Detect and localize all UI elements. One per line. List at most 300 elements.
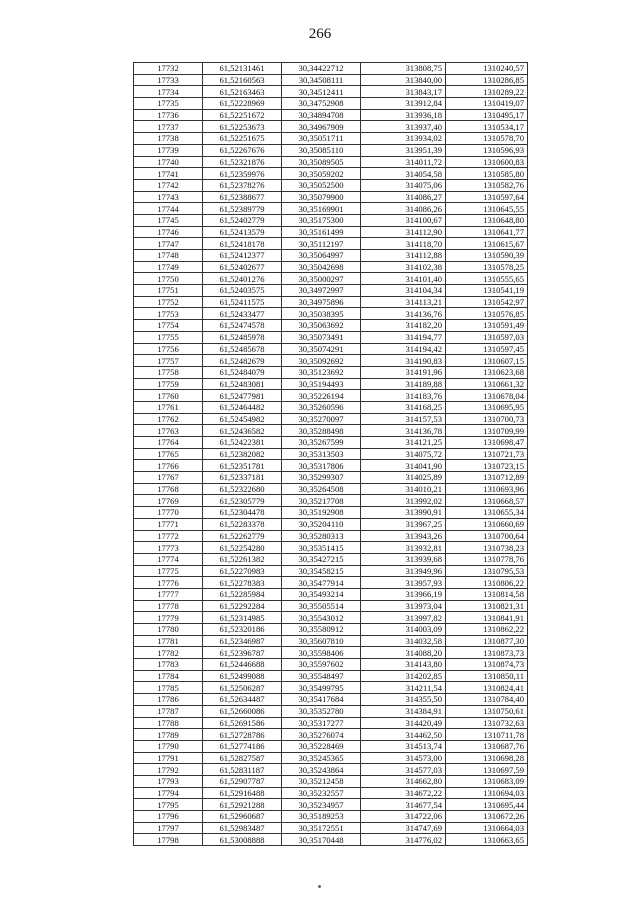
point-number-cell: 17794	[134, 787, 203, 799]
longitude-cell: 30,35276074	[282, 729, 361, 741]
x-coordinate-cell: 314722,06	[361, 811, 446, 823]
point-number-cell: 17754	[134, 320, 203, 332]
y-coordinate-cell: 1310697,59	[446, 764, 528, 776]
longitude-cell: 30,35458215	[282, 565, 361, 577]
latitude-cell: 61,52304478	[203, 507, 282, 519]
table-row	[134, 413, 528, 425]
point-number-cell: 17764	[134, 437, 203, 449]
longitude-cell: 30,35038395	[282, 308, 361, 320]
y-coordinate-cell: 1310663,65	[446, 834, 528, 846]
longitude-cell: 30,35226194	[282, 390, 361, 402]
table-row	[134, 460, 528, 472]
x-coordinate-cell: 314075,06	[361, 179, 446, 191]
x-coordinate-cell: 314202,85	[361, 670, 446, 682]
x-coordinate-cell: 314677,54	[361, 799, 446, 811]
table-row	[134, 822, 528, 834]
y-coordinate-cell: 1310700,73	[446, 413, 528, 425]
latitude-cell: 61,52485978	[203, 331, 282, 343]
point-number-cell: 17742	[134, 179, 203, 191]
x-coordinate-cell: 314032,58	[361, 635, 446, 647]
x-coordinate-cell: 314462,50	[361, 729, 446, 741]
y-coordinate-cell: 1310750,61	[446, 705, 528, 717]
longitude-cell: 30,35161499	[282, 226, 361, 238]
latitude-cell: 61,52916488	[203, 787, 282, 799]
x-coordinate-cell: 314136,76	[361, 308, 446, 320]
table-row	[134, 600, 528, 612]
longitude-cell: 30,35074291	[282, 343, 361, 355]
y-coordinate-cell: 1310555,65	[446, 273, 528, 285]
latitude-cell: 61,52163463	[203, 86, 282, 98]
table-row	[134, 121, 528, 133]
longitude-cell: 30,35232557	[282, 787, 361, 799]
y-coordinate-cell: 1310678,04	[446, 390, 528, 402]
x-coordinate-cell: 313840,00	[361, 74, 446, 86]
point-number-cell: 17784	[134, 670, 203, 682]
table-row	[134, 308, 528, 320]
table-row	[134, 331, 528, 343]
latitude-cell: 61,52728786	[203, 729, 282, 741]
table-row	[134, 811, 528, 823]
y-coordinate-cell: 1310687,76	[446, 740, 528, 752]
y-coordinate-cell: 1310576,85	[446, 308, 528, 320]
table-row	[134, 343, 528, 355]
longitude-cell: 30,34422712	[282, 63, 361, 75]
latitude-cell: 61,52960687	[203, 811, 282, 823]
point-number-cell: 17781	[134, 635, 203, 647]
longitude-cell: 30,35234957	[282, 799, 361, 811]
y-coordinate-cell: 1310698,47	[446, 437, 528, 449]
longitude-cell: 30,35217708	[282, 495, 361, 507]
table-row	[134, 296, 528, 308]
table-row	[134, 63, 528, 75]
point-number-cell: 17779	[134, 612, 203, 624]
longitude-cell: 30,35427215	[282, 553, 361, 565]
longitude-cell: 30,35192908	[282, 507, 361, 519]
table-row	[134, 425, 528, 437]
x-coordinate-cell: 314118,70	[361, 238, 446, 250]
point-number-cell: 17772	[134, 530, 203, 542]
point-number-cell: 17765	[134, 448, 203, 460]
latitude-cell: 61,52351781	[203, 460, 282, 472]
latitude-cell: 61,52634487	[203, 694, 282, 706]
longitude-cell: 30,34972997	[282, 285, 361, 297]
y-coordinate-cell: 1310672,26	[446, 811, 528, 823]
table-row	[134, 729, 528, 741]
x-coordinate-cell: 314168,25	[361, 401, 446, 413]
x-coordinate-cell: 313843,17	[361, 86, 446, 98]
x-coordinate-cell: 314191,96	[361, 366, 446, 378]
table-row	[134, 495, 528, 507]
y-coordinate-cell: 1310698,28	[446, 752, 528, 764]
point-number-cell: 17791	[134, 752, 203, 764]
table-row	[134, 366, 528, 378]
x-coordinate-cell: 314086,27	[361, 191, 446, 203]
point-number-cell: 17735	[134, 98, 203, 110]
y-coordinate-cell: 1310721,73	[446, 448, 528, 460]
point-number-cell: 17780	[134, 624, 203, 636]
point-number-cell: 17789	[134, 729, 203, 741]
longitude-cell: 30,34975896	[282, 296, 361, 308]
point-number-cell: 17792	[134, 764, 203, 776]
latitude-cell: 61,52433477	[203, 308, 282, 320]
y-coordinate-cell: 1310709,99	[446, 425, 528, 437]
table-row	[134, 203, 528, 215]
x-coordinate-cell: 314101,40	[361, 273, 446, 285]
point-number-cell: 17738	[134, 133, 203, 145]
table-row	[134, 507, 528, 519]
latitude-cell: 61,52422381	[203, 437, 282, 449]
latitude-cell: 61,52270983	[203, 565, 282, 577]
table-row	[134, 740, 528, 752]
y-coordinate-cell: 1310286,85	[446, 74, 528, 86]
x-coordinate-cell: 314194,42	[361, 343, 446, 355]
y-coordinate-cell: 1310534,17	[446, 121, 528, 133]
x-coordinate-cell: 314112,90	[361, 226, 446, 238]
y-coordinate-cell: 1310877,30	[446, 635, 528, 647]
point-number-cell: 17796	[134, 811, 203, 823]
y-coordinate-cell: 1310623,68	[446, 366, 528, 378]
latitude-cell: 61,52285984	[203, 588, 282, 600]
table-row	[134, 542, 528, 554]
longitude-cell: 30,35051711	[282, 133, 361, 145]
longitude-cell: 30,34512411	[282, 86, 361, 98]
y-coordinate-cell: 1310824,41	[446, 682, 528, 694]
y-coordinate-cell: 1310862,22	[446, 624, 528, 636]
x-coordinate-cell: 313936,18	[361, 109, 446, 121]
table-row	[134, 483, 528, 495]
latitude-cell: 61,52254280	[203, 542, 282, 554]
latitude-cell: 61,53008888	[203, 834, 282, 846]
y-coordinate-cell: 1310597,64	[446, 191, 528, 203]
latitude-cell: 61,52253673	[203, 121, 282, 133]
latitude-cell: 61,52907787	[203, 775, 282, 787]
longitude-cell: 30,35243864	[282, 764, 361, 776]
latitude-cell: 61,52483081	[203, 378, 282, 390]
latitude-cell: 61,52228969	[203, 98, 282, 110]
x-coordinate-cell: 314112,88	[361, 250, 446, 262]
latitude-cell: 61,52413579	[203, 226, 282, 238]
table-row	[134, 764, 528, 776]
y-coordinate-cell: 1310607,15	[446, 355, 528, 367]
point-number-cell: 17759	[134, 378, 203, 390]
longitude-cell: 30,35280313	[282, 530, 361, 542]
latitude-cell: 61,52402677	[203, 261, 282, 273]
latitude-cell: 61,52261382	[203, 553, 282, 565]
point-number-cell: 17768	[134, 483, 203, 495]
latitude-cell: 61,52484079	[203, 366, 282, 378]
point-number-cell: 17737	[134, 121, 203, 133]
point-number-cell: 17739	[134, 144, 203, 156]
coordinates-table-body	[134, 63, 528, 846]
y-coordinate-cell: 1310582,76	[446, 179, 528, 191]
table-row	[134, 682, 528, 694]
latitude-cell: 61,52921288	[203, 799, 282, 811]
x-coordinate-cell: 313990,91	[361, 507, 446, 519]
latitude-cell: 61,52382082	[203, 448, 282, 460]
y-coordinate-cell: 1310495,17	[446, 109, 528, 121]
x-coordinate-cell: 314776,02	[361, 834, 446, 846]
longitude-cell: 30,35059202	[282, 168, 361, 180]
longitude-cell: 30,35607810	[282, 635, 361, 647]
y-coordinate-cell: 1310841,91	[446, 612, 528, 624]
table-row	[134, 694, 528, 706]
y-coordinate-cell: 1310597,03	[446, 331, 528, 343]
x-coordinate-cell: 313951,39	[361, 144, 446, 156]
latitude-cell: 61,52402779	[203, 214, 282, 226]
y-coordinate-cell: 1310873,73	[446, 647, 528, 659]
longitude-cell: 30,35548497	[282, 670, 361, 682]
table-row	[134, 390, 528, 402]
x-coordinate-cell: 314747,69	[361, 822, 446, 834]
latitude-cell: 61,52691586	[203, 717, 282, 729]
point-number-cell: 17785	[134, 682, 203, 694]
x-coordinate-cell: 313932,81	[361, 542, 446, 554]
point-number-cell: 17741	[134, 168, 203, 180]
x-coordinate-cell: 313957,93	[361, 577, 446, 589]
point-number-cell: 17766	[134, 460, 203, 472]
longitude-cell: 30,35477914	[282, 577, 361, 589]
latitude-cell: 61,52446688	[203, 659, 282, 671]
table-row	[134, 553, 528, 565]
x-coordinate-cell: 314025,89	[361, 472, 446, 484]
longitude-cell: 30,35172551	[282, 822, 361, 834]
x-coordinate-cell: 314157,53	[361, 413, 446, 425]
latitude-cell: 61,52506287	[203, 682, 282, 694]
longitude-cell: 30,35063692	[282, 320, 361, 332]
x-coordinate-cell: 314183,76	[361, 390, 446, 402]
longitude-cell: 30,35543012	[282, 612, 361, 624]
x-coordinate-cell: 314420,49	[361, 717, 446, 729]
point-number-cell: 17795	[134, 799, 203, 811]
point-number-cell: 17744	[134, 203, 203, 215]
longitude-cell: 30,35175300	[282, 214, 361, 226]
table-row	[134, 448, 528, 460]
table-row	[134, 214, 528, 226]
x-coordinate-cell: 314086,26	[361, 203, 446, 215]
table-row	[134, 191, 528, 203]
point-number-cell: 17774	[134, 553, 203, 565]
latitude-cell: 61,52359976	[203, 168, 282, 180]
y-coordinate-cell: 1310738,23	[446, 542, 528, 554]
latitude-cell: 61,52388677	[203, 191, 282, 203]
x-coordinate-cell: 314355,50	[361, 694, 446, 706]
latitude-cell: 61,52131461	[203, 63, 282, 75]
latitude-cell: 61,52482679	[203, 355, 282, 367]
table-row	[134, 834, 528, 846]
x-coordinate-cell: 314143,80	[361, 659, 446, 671]
longitude-cell: 30,34752908	[282, 98, 361, 110]
x-coordinate-cell: 313808,75	[361, 63, 446, 75]
table-row	[134, 133, 528, 145]
point-number-cell: 17761	[134, 401, 203, 413]
x-coordinate-cell: 313949,96	[361, 565, 446, 577]
x-coordinate-cell: 313912,84	[361, 98, 446, 110]
table-row	[134, 109, 528, 121]
x-coordinate-cell: 313973,04	[361, 600, 446, 612]
point-number-cell: 17753	[134, 308, 203, 320]
longitude-cell: 30,35317277	[282, 717, 361, 729]
point-number-cell: 17778	[134, 600, 203, 612]
latitude-cell: 61,52454982	[203, 413, 282, 425]
point-number-cell: 17782	[134, 647, 203, 659]
y-coordinate-cell: 1310694,03	[446, 787, 528, 799]
point-number-cell: 17762	[134, 413, 203, 425]
x-coordinate-cell: 314121,25	[361, 437, 446, 449]
longitude-cell: 30,35493214	[282, 588, 361, 600]
table-row	[134, 670, 528, 682]
x-coordinate-cell: 314041,90	[361, 460, 446, 472]
longitude-cell: 30,35052500	[282, 179, 361, 191]
x-coordinate-cell: 313992,02	[361, 495, 446, 507]
longitude-cell: 30,35317806	[282, 460, 361, 472]
point-number-cell: 17750	[134, 273, 203, 285]
table-row	[134, 86, 528, 98]
y-coordinate-cell: 1310712,89	[446, 472, 528, 484]
table-row	[134, 273, 528, 285]
latitude-cell: 61,52474578	[203, 320, 282, 332]
x-coordinate-cell: 314011,72	[361, 156, 446, 168]
longitude-cell: 30,35270097	[282, 413, 361, 425]
latitude-cell: 61,52485678	[203, 343, 282, 355]
point-number-cell: 17790	[134, 740, 203, 752]
latitude-cell: 61,52320186	[203, 624, 282, 636]
longitude-cell: 30,35228469	[282, 740, 361, 752]
latitude-cell: 61,52378276	[203, 179, 282, 191]
table-row	[134, 588, 528, 600]
table-row	[134, 226, 528, 238]
y-coordinate-cell: 1310695,44	[446, 799, 528, 811]
y-coordinate-cell: 1310711,78	[446, 729, 528, 741]
table-row	[134, 717, 528, 729]
point-number-cell: 17756	[134, 343, 203, 355]
latitude-cell: 61,52499088	[203, 670, 282, 682]
y-coordinate-cell: 1310821,31	[446, 600, 528, 612]
longitude-cell: 30,35267599	[282, 437, 361, 449]
x-coordinate-cell: 313967,25	[361, 518, 446, 530]
table-row	[134, 799, 528, 811]
point-number-cell: 17747	[134, 238, 203, 250]
x-coordinate-cell: 314003,09	[361, 624, 446, 636]
x-coordinate-cell: 314577,03	[361, 764, 446, 776]
y-coordinate-cell: 1310596,93	[446, 144, 528, 156]
y-coordinate-cell: 1310806,22	[446, 577, 528, 589]
latitude-cell: 61,52396787	[203, 647, 282, 659]
y-coordinate-cell: 1310874,73	[446, 659, 528, 671]
longitude-cell: 30,35299307	[282, 472, 361, 484]
table-row	[134, 624, 528, 636]
longitude-cell: 30,35123692	[282, 366, 361, 378]
longitude-cell: 30,35417684	[282, 694, 361, 706]
latitude-cell: 61,52346987	[203, 635, 282, 647]
table-row	[134, 98, 528, 110]
table-row	[134, 285, 528, 297]
longitude-cell: 30,35073491	[282, 331, 361, 343]
y-coordinate-cell: 1310419,07	[446, 98, 528, 110]
y-coordinate-cell: 1310578,70	[446, 133, 528, 145]
point-number-cell: 17734	[134, 86, 203, 98]
point-number-cell: 17775	[134, 565, 203, 577]
y-coordinate-cell: 1310641,77	[446, 226, 528, 238]
point-number-cell: 17763	[134, 425, 203, 437]
point-number-cell: 17752	[134, 296, 203, 308]
latitude-cell: 61,52411575	[203, 296, 282, 308]
point-number-cell: 17749	[134, 261, 203, 273]
page-number: 266	[308, 26, 332, 42]
table-row	[134, 647, 528, 659]
x-coordinate-cell: 314113,21	[361, 296, 446, 308]
x-coordinate-cell: 314211,54	[361, 682, 446, 694]
x-coordinate-cell: 314662,80	[361, 775, 446, 787]
x-coordinate-cell: 314194,77	[361, 331, 446, 343]
latitude-cell: 61,52337181	[203, 472, 282, 484]
latitude-cell: 61,52418178	[203, 238, 282, 250]
point-number-cell: 17733	[134, 74, 203, 86]
table-row	[134, 565, 528, 577]
longitude-cell: 30,35169901	[282, 203, 361, 215]
point-number-cell: 17746	[134, 226, 203, 238]
coordinates-table	[133, 62, 528, 846]
table-row	[134, 635, 528, 647]
latitude-cell: 61,52283378	[203, 518, 282, 530]
longitude-cell: 30,35189253	[282, 811, 361, 823]
x-coordinate-cell: 314384,91	[361, 705, 446, 717]
table-row	[134, 401, 528, 413]
longitude-cell: 30,35505514	[282, 600, 361, 612]
point-number-cell: 17798	[134, 834, 203, 846]
latitude-cell: 61,52477981	[203, 390, 282, 402]
y-coordinate-cell: 1310240,57	[446, 63, 528, 75]
longitude-cell: 30,35597602	[282, 659, 361, 671]
point-number-cell: 17767	[134, 472, 203, 484]
y-coordinate-cell: 1310289,22	[446, 86, 528, 98]
latitude-cell: 61,52827587	[203, 752, 282, 764]
latitude-cell: 61,52314985	[203, 612, 282, 624]
point-number-cell: 17755	[134, 331, 203, 343]
longitude-cell: 30,35194493	[282, 378, 361, 390]
table-row	[134, 787, 528, 799]
point-number-cell: 17797	[134, 822, 203, 834]
table-row	[134, 612, 528, 624]
longitude-cell: 30,35598406	[282, 647, 361, 659]
table-row	[134, 261, 528, 273]
x-coordinate-cell: 313997,82	[361, 612, 446, 624]
latitude-cell: 61,52292284	[203, 600, 282, 612]
y-coordinate-cell: 1310600,83	[446, 156, 528, 168]
point-number-cell: 17760	[134, 390, 203, 402]
longitude-cell: 30,35000297	[282, 273, 361, 285]
table-row	[134, 437, 528, 449]
y-coordinate-cell: 1310591,49	[446, 320, 528, 332]
y-coordinate-cell: 1310693,96	[446, 483, 528, 495]
x-coordinate-cell: 314088,20	[361, 647, 446, 659]
y-coordinate-cell: 1310615,67	[446, 238, 528, 250]
table-row	[134, 156, 528, 168]
y-coordinate-cell: 1310795,53	[446, 565, 528, 577]
y-coordinate-cell: 1310645,55	[446, 203, 528, 215]
point-number-cell: 17786	[134, 694, 203, 706]
table-row	[134, 577, 528, 589]
x-coordinate-cell: 314102,38	[361, 261, 446, 273]
latitude-cell: 61,52436582	[203, 425, 282, 437]
point-number-cell: 17793	[134, 775, 203, 787]
longitude-cell: 30,35212458	[282, 775, 361, 787]
table-row	[134, 179, 528, 191]
table-row	[134, 320, 528, 332]
longitude-cell: 30,35499795	[282, 682, 361, 694]
y-coordinate-cell: 1310661,32	[446, 378, 528, 390]
point-number-cell: 17776	[134, 577, 203, 589]
table-row	[134, 752, 528, 764]
